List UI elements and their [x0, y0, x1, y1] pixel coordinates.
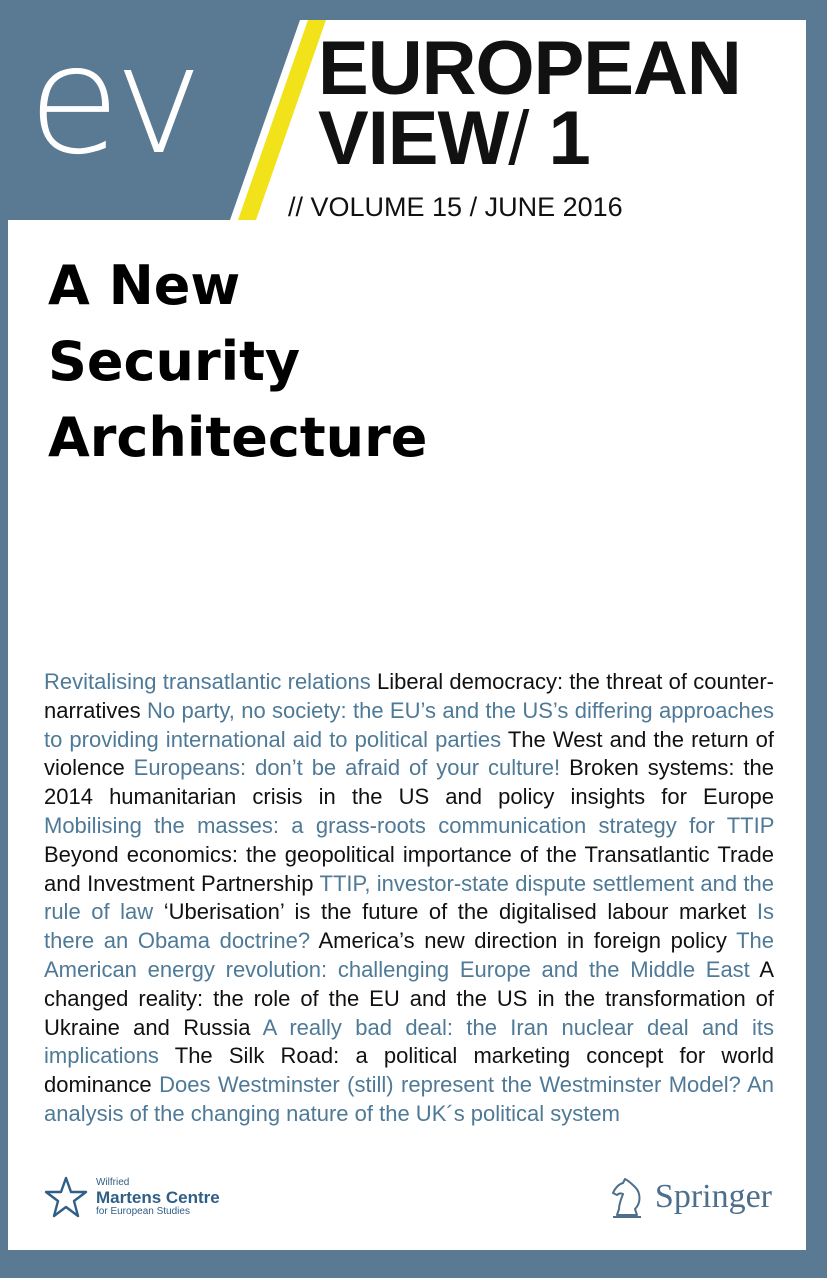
article-title: Europeans: don’t be afraid of your culture! [133, 755, 561, 781]
ev-logo: ev [28, 20, 198, 188]
article-title: A really bad deal: the Iran nuclear deal and its implications [44, 1014, 774, 1069]
mc-line3: for European Studies [96, 1205, 190, 1217]
article-title: America’s new direction in foreign policy [318, 928, 727, 954]
article-title: TTIP, investor-state dispute settlement and the rule of law [44, 870, 774, 925]
article-title: Is there an Obama doctrine? [44, 899, 774, 954]
issue-number: 1 [548, 96, 590, 181]
springer-logo [607, 1172, 772, 1222]
article-title: Revitalising transatlantic relations [44, 669, 371, 694]
star-icon [44, 1175, 88, 1219]
article-title: The Silk Road: a political marketing concept for world dominance [44, 1043, 774, 1098]
martens-centre-logo [44, 1172, 220, 1222]
journal-title [318, 26, 741, 181]
journal-title-line2 [318, 96, 741, 181]
cover-page [8, 20, 806, 1250]
mc-line1: Wilfried [96, 1176, 130, 1188]
title-slash: / [508, 96, 529, 181]
journal-title-line1: EUROPEAN [318, 26, 741, 111]
article-title: Broken systems: the 2014 humanitarian crisis in the US and policy insights for Europe [44, 755, 774, 810]
issue-title-line: Security [48, 330, 301, 393]
issue-title-line: A New [48, 254, 241, 317]
knight-horse-icon [607, 1175, 647, 1219]
article-title: A changed reality: the role of the EU and the US in the transformation of Ukraine and Russia [44, 956, 774, 1040]
issue-title [48, 248, 427, 476]
article-title: Does Westminster (still) represent the Westminster Model? An analysis of the changing nature of the UK´s political system [44, 1072, 774, 1126]
mc-line2: Martens Centre [96, 1187, 220, 1207]
table-of-contents [44, 668, 774, 1129]
issue-title-line: Architecture [48, 406, 428, 469]
springer-wordmark: Springer [654, 1178, 772, 1215]
volume-date-line: // VOLUME 15 / JUNE 2016 [288, 192, 623, 222]
article-title: Beyond economics: the geopolitical importance of the Transatlantic Trade and Investment Partnership [44, 841, 774, 896]
martens-centre-wordmark [96, 1178, 220, 1217]
journal-title-view: VIEW [318, 96, 509, 181]
article-title: Mobilising the masses: a grass-roots communication strategy for TTIP [44, 812, 774, 838]
article-title: ‘Uberisation’ is the future of the digitalised labour market [163, 899, 747, 925]
article-title: The West and the return of violence [44, 726, 774, 781]
article-title: No party, no society: the EU’s and the US’s differing approaches to providing international aid to political parties [44, 697, 774, 752]
article-title: The American energy revolution: challenging Europe and the Middle East [44, 928, 775, 982]
article-title: Liberal democracy: the threat of counter-narratives [44, 669, 774, 723]
masthead-banner [8, 20, 806, 220]
